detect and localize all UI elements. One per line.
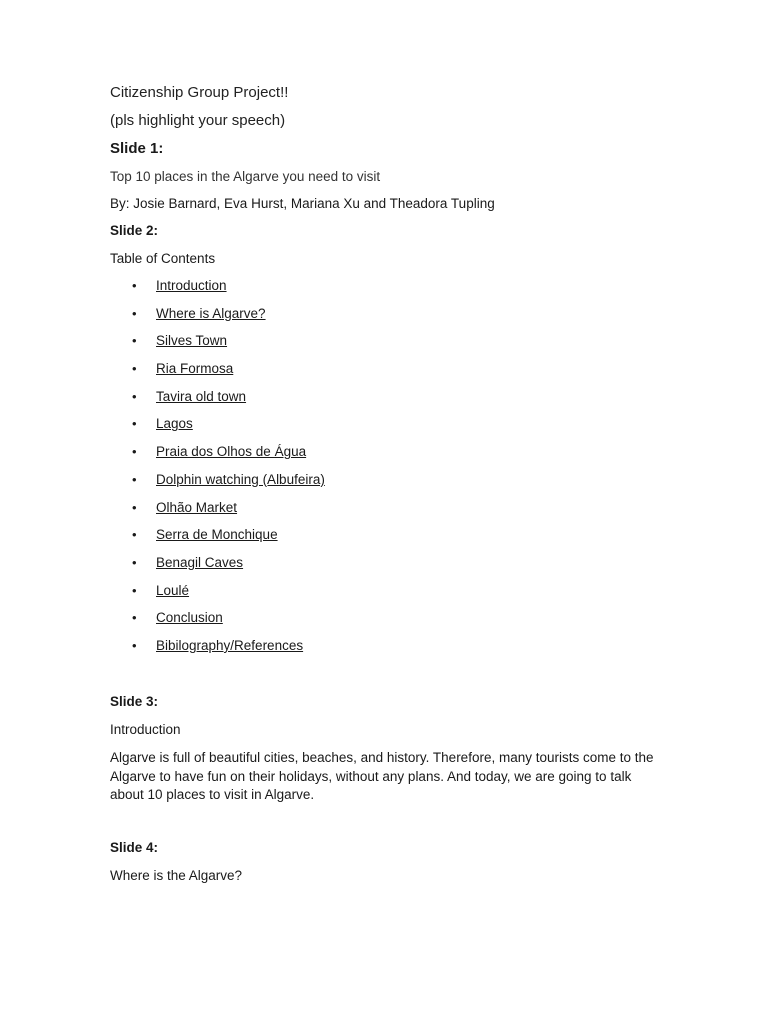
- slide-3-label: Slide 3:: [110, 694, 159, 709]
- slide-4-label: Slide 4:: [110, 840, 159, 855]
- introduction-paragraph: Algarve is full of beautiful cities, beaches, and history. Therefore, many tourists come to the Algarve to have fun on their holidays, without any plans. And today, we are going to talk about 10 places to visit in Algarve.: [110, 750, 654, 802]
- toc-item: [110, 554, 325, 582]
- document-subtitle: (pls highlight your speech): [110, 112, 286, 129]
- bullet-icon: •: [132, 554, 137, 570]
- bullet-icon: •: [132, 637, 137, 653]
- bullet-icon: •: [132, 278, 137, 293]
- toc-link-bibliography[interactable]: Bibilography/References: [156, 637, 304, 653]
- toc-link-lagos[interactable]: Lagos: [156, 416, 193, 432]
- toc-link-introduction[interactable]: Introduction: [156, 278, 227, 293]
- toc-link-loule[interactable]: Loulé: [156, 582, 190, 598]
- toc-link-dolphin-watching[interactable]: Dolphin watching (Albufeira): [156, 471, 325, 487]
- toc-item: [110, 443, 325, 471]
- toc-item: [110, 332, 325, 360]
- bullet-icon: •: [132, 582, 137, 598]
- toc-link-tavira-old-town[interactable]: Tavira old town: [156, 388, 247, 404]
- slide-1-title: Top 10 places in the Algarve you need to visit: [110, 169, 381, 184]
- toc-item: [110, 360, 325, 388]
- bullet-icon: •: [132, 610, 137, 626]
- toc-heading: Table of Contents: [110, 251, 216, 266]
- toc-item: [110, 637, 325, 665]
- toc-link-conclusion[interactable]: Conclusion: [156, 610, 223, 626]
- slide-1-label: Slide 1:: [110, 140, 164, 157]
- bullet-icon: •: [132, 305, 137, 321]
- toc-link-benagil-caves[interactable]: Benagil Caves: [156, 554, 244, 570]
- bullet-icon: •: [132, 527, 137, 543]
- document-title: Citizenship Group Project!!: [110, 84, 289, 101]
- toc-item: [110, 582, 325, 610]
- table-of-contents-list: [110, 277, 325, 665]
- bullet-icon: •: [132, 361, 137, 377]
- bullet-icon: •: [132, 444, 137, 460]
- toc-link-where-is-algarve[interactable]: Where is Algarve?: [156, 305, 266, 321]
- toc-link-serra-de-monchique[interactable]: Serra de Monchique: [156, 527, 278, 543]
- bullet-icon: •: [132, 471, 137, 487]
- toc-link-olhao-market[interactable]: Olhão Market: [156, 499, 238, 515]
- toc-item: [110, 415, 325, 443]
- bullet-icon: •: [132, 416, 137, 432]
- bullet-icon: •: [132, 388, 137, 404]
- toc-item: [110, 388, 325, 416]
- toc-item: [110, 499, 325, 527]
- toc-link-silves-town[interactable]: Silves Town: [156, 333, 228, 349]
- where-is-algarve-heading: Where is the Algarve?: [110, 868, 243, 883]
- introduction-heading: Introduction: [110, 722, 181, 737]
- toc-item: [110, 526, 325, 554]
- toc-link-ria-formosa[interactable]: Ria Formosa: [156, 361, 234, 377]
- slide-1-byline: By: Josie Barnard, Eva Hurst, Mariana Xu and Theadora Tupling: [110, 196, 495, 211]
- slide-2-label: Slide 2:: [110, 223, 159, 238]
- toc-item: [110, 277, 325, 305]
- bullet-icon: •: [132, 499, 137, 515]
- toc-item: [110, 609, 325, 637]
- toc-item: [110, 305, 325, 333]
- toc-item: [110, 471, 325, 499]
- toc-link-praia-dos-olhos-de-agua[interactable]: Praia dos Olhos de Água: [156, 444, 307, 460]
- bullet-icon: •: [132, 333, 137, 349]
